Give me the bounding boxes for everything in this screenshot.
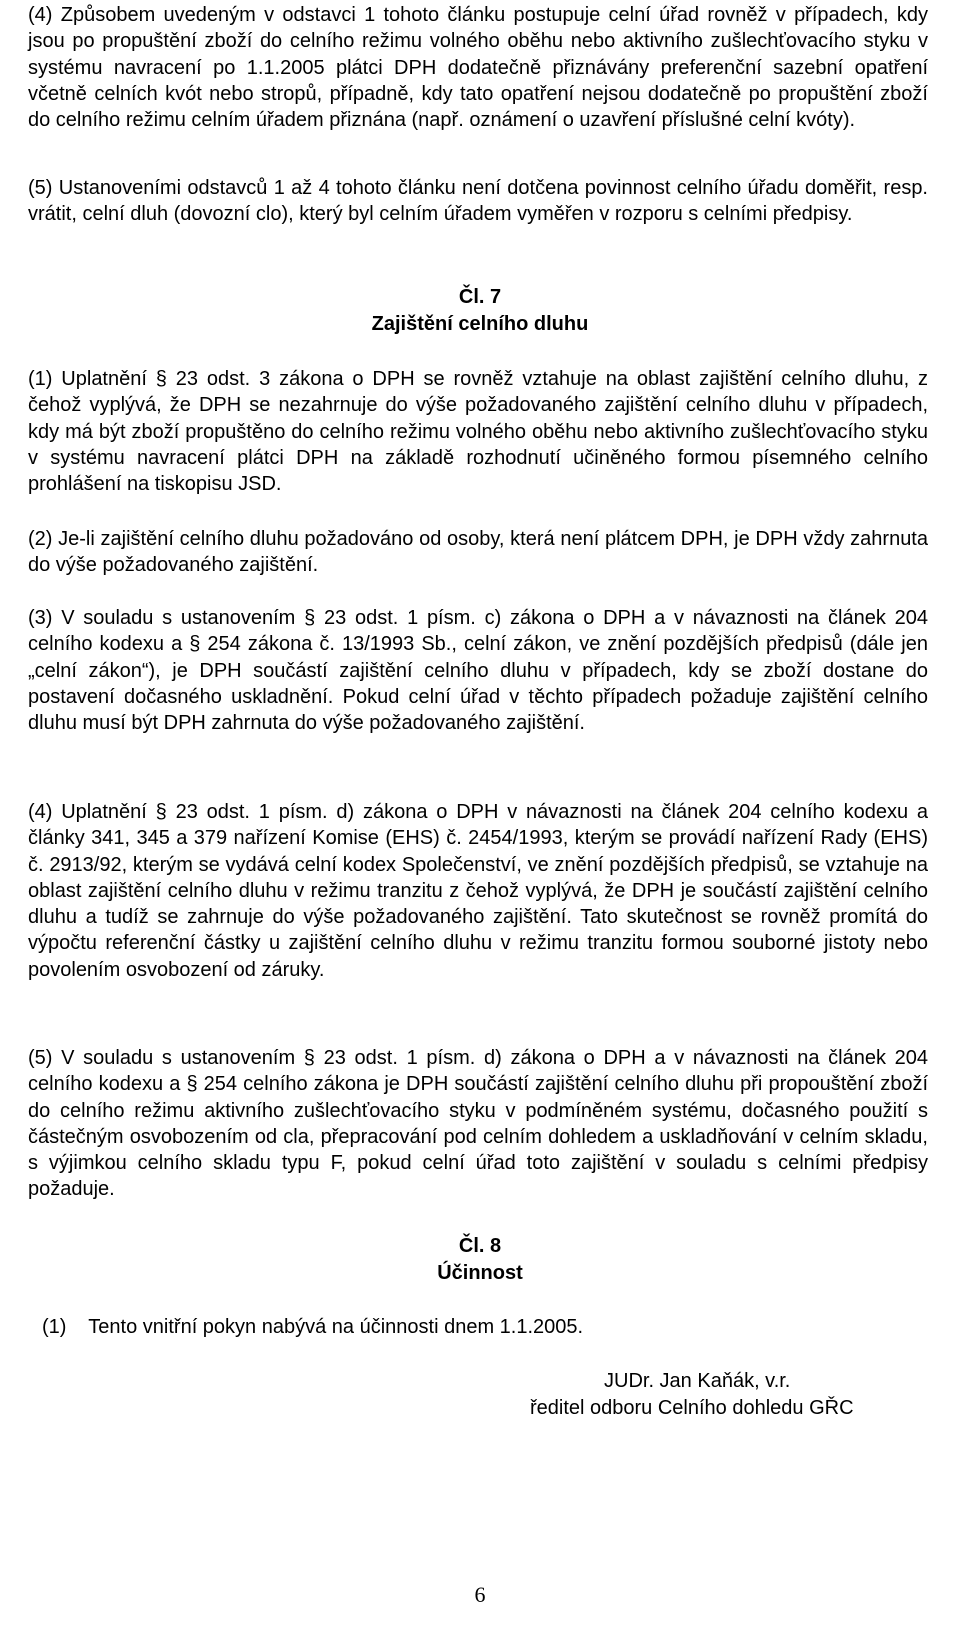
article-7-paragraph-4: (4) Uplatnění § 23 odst. 1 písm. d) zákona o DPH v návaznosti na článek 204 celního kodexu a články 341, 345 a 379 nařízení Komise (EHS) č. 2454/1993, kterým se provádí nařízení Rady (EHS) č. 2913/92, kterým se vydává celní kodex Společenství, ve znění pozdějších předpisů, se vztahuje na oblast zajištění celního dluhu v režimu tranzitu z čehož vyplývá, že DPH je součástí zajištění celního dluhu a tudíž se zahrnuje do výše požadovaného zajištění. Tato skutečnost se rovněž promítá do výpočtu referenční částky u zajištění celního dluhu v režimu tranzitu formou souborné jistoty nebo povolením osvobození od záruky.: [28, 801, 928, 981]
article-7-number: Čl. 7: [458, 286, 502, 308]
paragraph-5-previous-article: (5) Ustanoveními odstavců 1 až 4 tohoto článku není dotčena povinnost celního úřadu doměřit, resp. vrátit, celní dluh (dovozní clo), který byl celním úřadem vyměřen v rozporu s celními předpisy.: [28, 177, 928, 226]
signature-name: JUDr. Jan Kaňák, v.r.: [604, 1370, 791, 1392]
article-8-number: Čl. 8: [458, 1235, 502, 1257]
article-8-title: Účinnost: [437, 1262, 523, 1284]
article-7-paragraph-5: (5) V souladu s ustanovením § 23 odst. 1 písm. d) zákona o DPH a v návaznosti na článek 204 celního kodexu a § 254 celního zákona je DPH součástí zajištění celního dluhu při propouštění zboží do celního režimu aktivního zušlechťovacího styku v podmíněném systému, dočasného použití s částečným osvobozením od cla, přepracování pod celním dohledem a uskladňování v celním skladu, s výjimkou celního skladu typu F, pokud celní úřad toto zajištění v souladu s celními předpisy požaduje.: [28, 1047, 928, 1201]
page-number: 6: [474, 1582, 486, 1607]
article-7-paragraph-1: (1) Uplatnění § 23 odst. 3 zákona o DPH se rovněž vztahuje na oblast zajištění celního dluhu, z čehož vyplývá, že DPH se nezahrnuje do výše požadovaného zajištění celního dluhu v případech, kdy má být zboží propuštěno do celního režimu volného oběhu nebo aktivního zušlechťovacího styku v systému navracení plátci DPH na základě rozhodnutí učiněného formou písemného celního prohlášení na tiskopisu JSD.: [28, 368, 928, 496]
signature-position: ředitel odboru Celního dohledu GŘC: [530, 1397, 854, 1419]
paragraph-4-previous-article: (4) Způsobem uvedeným v odstavci 1 tohoto článku postupuje celní úřad rovněž v případech, kdy jsou po propuštění zboží do celního režimu volného oběhu nebo aktivního zušlechťovacího styku v systému navracení po 1.1.2005 plátci DPH dodatečně přiznávány preferenční sazební opatření včetně celních kvót nebo stropů, případně, kdy tato opatření nejsou dodatečně po propuštění zboží do celního režimu celním úřadem přiznána (např. oznámení o uzavření příslušné celní kvóty).: [28, 4, 928, 132]
article-7-paragraph-3: (3) V souladu s ustanovením § 23 odst. 1 písm. c) zákona o DPH a v návaznosti na článek 204 celního kodexu a § 254 zákona č. 13/1993 Sb., celní zákon, ve znění pozdějších předpisů (dále jen „celní zákon“), je DPH součástí zajištění celního dluhu v případech, kdy se zboží dostane do postavení dočasného uskladnění. Pokud celní úřad v těchto případech požaduje zajištění celního dluhu musí být DPH zahrnuta do výše požadovaného zajištění.: [28, 607, 928, 735]
article-7-paragraph-2: (2) Je-li zajištění celního dluhu požadováno od osoby, která není plátcem DPH, je DPH vždy zahrnuta do výše požadovaného zajištění.: [28, 528, 928, 577]
article-7-title: Zajištění celního dluhu: [371, 313, 589, 335]
article-8-paragraph-1: (1) Tento vnitřní pokyn nabývá na účinnosti dnem 1.1.2005.: [42, 1316, 584, 1338]
